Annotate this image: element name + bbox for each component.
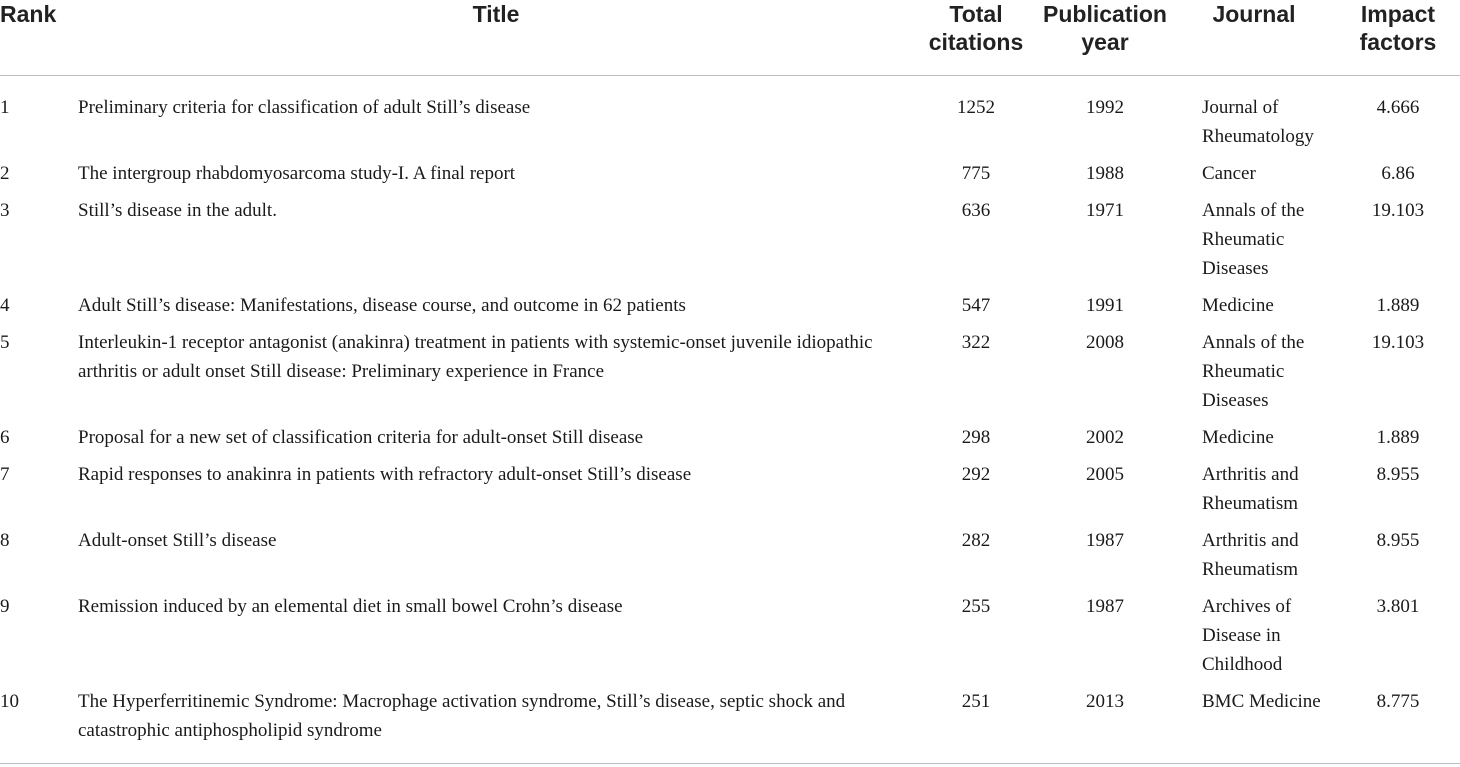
cell-year: 2002 bbox=[1086, 427, 1124, 448]
header-rank: Rank bbox=[0, 0, 78, 76]
cell-title: Adult Still’s disease: Manifestations, disease course, and outcome in 62 patients bbox=[78, 295, 686, 316]
header-publication-year: Publication year bbox=[1038, 0, 1172, 76]
cell-rank: 3 bbox=[0, 200, 10, 221]
cell-rank: 9 bbox=[0, 596, 10, 617]
cell-journal: Journal of Rheumatology bbox=[1202, 97, 1314, 147]
cell-citations: 292 bbox=[961, 464, 991, 485]
cell-impact: 1.889 bbox=[1376, 295, 1420, 316]
table-row bbox=[0, 196, 1460, 291]
cell-year: 2005 bbox=[1086, 464, 1124, 485]
cell-rank: 10 bbox=[0, 687, 78, 764]
cell-rank: 5 bbox=[0, 332, 10, 353]
cell-journal: Medicine bbox=[1202, 427, 1274, 448]
cell-year: 1987 bbox=[1086, 596, 1124, 617]
table-header bbox=[0, 0, 1460, 76]
cell-year: 1988 bbox=[1086, 163, 1124, 184]
cell-impact: 8.955 bbox=[1376, 464, 1420, 485]
cell-impact: 19.103 bbox=[1371, 200, 1425, 221]
cell-rank: 6 bbox=[0, 427, 10, 448]
cell-journal: BMC Medicine bbox=[1172, 687, 1336, 764]
cell-citations: 298 bbox=[961, 427, 991, 448]
cell-impact: 8.955 bbox=[1376, 530, 1420, 551]
cell-year: 2013 bbox=[1038, 687, 1172, 764]
cell-impact: 1.889 bbox=[1376, 427, 1420, 448]
cell-journal: Archives of Disease in Childhood bbox=[1202, 596, 1292, 675]
cell-impact: 6.86 bbox=[1381, 163, 1415, 184]
cell-journal: Arthritis and Rheumatism bbox=[1202, 530, 1299, 580]
table-row bbox=[0, 159, 1460, 196]
cell-journal: Arthritis and Rheumatism bbox=[1202, 464, 1299, 514]
table-row bbox=[0, 328, 1460, 423]
cell-title: Rapid responses to anakinra in patients with refractory adult-onset Still’s disease bbox=[78, 464, 692, 485]
cell-title: Still’s disease in the adult. bbox=[78, 200, 277, 221]
cell-impact: 3.801 bbox=[1376, 596, 1420, 617]
header-total-citations: Total citations bbox=[914, 0, 1038, 76]
table-row bbox=[0, 460, 1460, 526]
table-row bbox=[0, 592, 1460, 687]
cell-title: Interleukin-1 receptor antagonist (anakinra) treatment in patients with systemic-onset juvenile idiopathic arthritis or adult onset Still disease: Preliminary experience in France bbox=[78, 332, 873, 382]
header-row bbox=[0, 0, 1460, 76]
cell-citations: 255 bbox=[961, 596, 991, 617]
cell-rank: 8 bbox=[0, 530, 10, 551]
cell-citations: 1252 bbox=[957, 97, 995, 118]
cell-year: 1971 bbox=[1086, 200, 1124, 221]
cell-rank: 1 bbox=[0, 97, 10, 118]
cell-impact: 19.103 bbox=[1371, 332, 1425, 353]
cell-citations: 282 bbox=[961, 530, 991, 551]
cell-rank: 4 bbox=[0, 295, 10, 316]
table-body bbox=[0, 76, 1460, 764]
cell-year: 1991 bbox=[1086, 295, 1124, 316]
cell-title: Remission induced by an elemental diet in small bowel Crohn’s disease bbox=[78, 596, 623, 617]
cell-year: 1987 bbox=[1086, 530, 1124, 551]
cell-impact: 4.666 bbox=[1376, 97, 1420, 118]
cell-citations: 547 bbox=[961, 295, 991, 316]
table-row bbox=[0, 526, 1460, 592]
cell-rank: 7 bbox=[0, 464, 10, 485]
cell-title: The Hyperferritinemic Syndrome: Macrophage activation syndrome, Still’s disease, septic shock and catastrophic antiphospholipid syndrome bbox=[78, 687, 914, 764]
table-row bbox=[0, 687, 1460, 764]
cell-journal: Medicine bbox=[1202, 295, 1274, 316]
cell-year: 2008 bbox=[1086, 332, 1124, 353]
header-title: Title bbox=[78, 0, 914, 76]
cell-rank: 2 bbox=[0, 163, 10, 184]
table-row bbox=[0, 291, 1460, 328]
table-row bbox=[0, 76, 1460, 160]
cell-citations: 251 bbox=[914, 687, 1038, 764]
cell-impact: 8.775 bbox=[1336, 687, 1460, 764]
cell-journal: Annals of the Rheumatic Diseases bbox=[1202, 200, 1305, 279]
cell-journal: Cancer bbox=[1202, 163, 1256, 184]
table-row bbox=[0, 423, 1460, 460]
cell-journal: Annals of the Rheumatic Diseases bbox=[1202, 332, 1305, 411]
cell-title: Adult-onset Still’s disease bbox=[78, 530, 277, 551]
cell-title: The intergroup rhabdomyosarcoma study-I. A final report bbox=[78, 163, 516, 184]
cell-title: Preliminary criteria for classification of adult Still’s disease bbox=[78, 97, 531, 118]
header-impact-factors: Impact factors bbox=[1336, 0, 1460, 76]
cell-title: Proposal for a new set of classification criteria for adult-onset Still disease bbox=[78, 427, 644, 448]
cell-citations: 322 bbox=[961, 332, 991, 353]
cell-year: 1992 bbox=[1086, 97, 1124, 118]
cell-citations: 636 bbox=[961, 200, 991, 221]
cell-citations: 775 bbox=[961, 163, 991, 184]
header-journal: Journal bbox=[1172, 0, 1336, 76]
